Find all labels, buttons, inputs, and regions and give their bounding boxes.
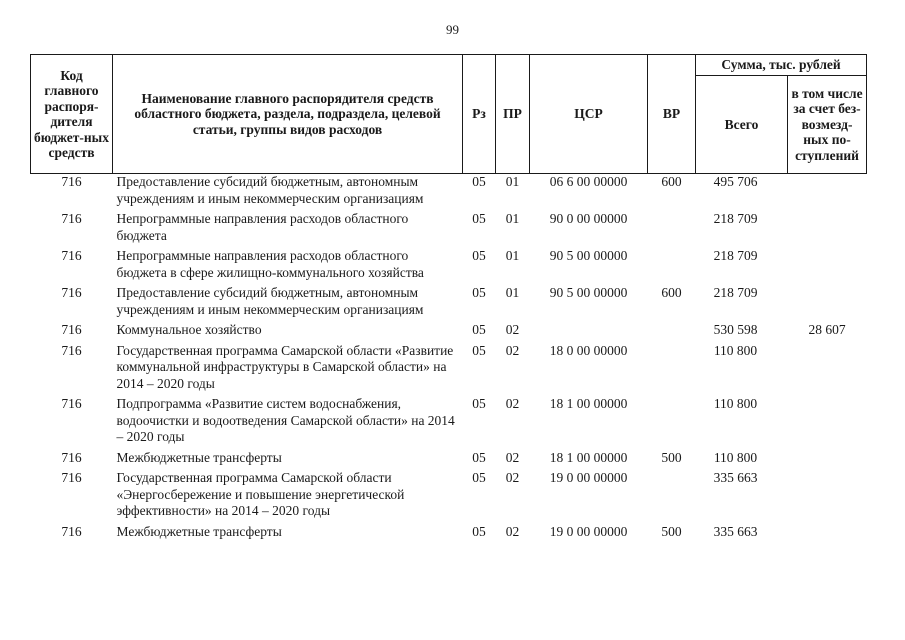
cell-name: Межбюджетные трансферты	[116, 523, 282, 539]
cell-csr: 90 5 00 00000	[549, 285, 628, 300]
cell-vr: 600	[661, 174, 682, 189]
cell-pr: 02	[505, 396, 520, 411]
cell-name: Коммунальное хозяйство	[116, 322, 262, 337]
cell-code: 716	[61, 342, 82, 358]
cell-total: 110 800	[713, 396, 758, 411]
page-number: 99	[446, 22, 459, 37]
cell-code: 716	[61, 523, 82, 539]
cell-total: 110 800	[713, 342, 758, 358]
cell-pr: 02	[505, 470, 520, 485]
cell-pr: 01	[505, 285, 520, 300]
cell-vr: 600	[661, 285, 682, 300]
cell-pr: 02	[505, 523, 520, 539]
header-name: Наименование главного распорядителя средств областного бюджета, раздела, подраздела, целевой статьи, группы видов расходов	[113, 55, 463, 174]
cell-total: 495 706	[713, 174, 758, 189]
budget-table	[30, 54, 867, 540]
header-code: Код главного распоря-дителя бюджет-ных средств	[31, 55, 113, 174]
cell-code: 716	[61, 248, 82, 263]
cell-code: 716	[61, 322, 82, 337]
cell-vr: 500	[661, 449, 682, 465]
cell-free	[788, 392, 867, 446]
cell-code: 716	[61, 470, 82, 485]
cell-rz: 05	[472, 470, 486, 485]
cell-pr: 02	[505, 342, 520, 358]
cell-pr: 02	[505, 449, 520, 465]
cell-free	[788, 207, 867, 244]
cell-pr: 01	[505, 174, 520, 189]
header-csr: ЦСР	[530, 55, 648, 174]
cell-vr	[648, 466, 696, 520]
cell-name: Подпрограмма «Развитие систем водоснабжения, водоочистки и водоотведения Самарской области» на 2014 – 2020 годы	[116, 396, 455, 444]
cell-name: Непрограммные направления расходов областного бюджета в сфере жилищно-коммунального хозяйства	[116, 248, 424, 280]
cell-csr: 19 0 00 00000	[549, 523, 628, 539]
table-row	[31, 392, 867, 446]
cell-vr	[648, 339, 696, 393]
cell-total: 530 598	[713, 322, 758, 337]
header-free: в том числе за счет без-возмезд-ных по-ступлений	[788, 76, 867, 174]
cell-csr: 19 0 00 00000	[549, 470, 628, 485]
cell-code: 716	[61, 285, 82, 300]
header-total: Всего	[696, 76, 788, 174]
cell-name: Государственная программа Самарской области «Энергосбережение и повышение энергетической эффективности» на 2014 – 2020 годы	[116, 470, 405, 518]
cell-code: 716	[61, 211, 82, 226]
cell-vr	[648, 244, 696, 281]
table-header	[31, 55, 867, 174]
cell-csr	[530, 318, 648, 339]
cell-name: Государственная программа Самарской области «Развитие коммунальной инфраструктуры в Самарской области» на 2014 – 2020 годы	[116, 342, 454, 391]
cell-csr: 90 5 00 00000	[549, 248, 628, 263]
table-row	[31, 207, 867, 244]
cell-rz: 05	[472, 285, 486, 300]
cell-free: 28 607	[808, 322, 846, 337]
cell-csr: 18 1 00 00000	[549, 396, 628, 411]
cell-code: 716	[61, 449, 82, 465]
cell-name: Межбюджетные трансферты	[116, 449, 282, 465]
cell-name: Непрограммные направления расходов областного бюджета	[116, 211, 409, 243]
cell-pr: 02	[505, 322, 520, 337]
header-vr: ВР	[648, 55, 696, 174]
cell-total: 335 663	[713, 470, 758, 485]
cell-free	[788, 174, 867, 208]
cell-free	[788, 466, 867, 520]
cell-csr: 18 0 00 00000	[549, 342, 628, 358]
cell-rz: 05	[472, 248, 486, 263]
table-row	[31, 446, 867, 467]
cell-rz: 05	[472, 174, 486, 189]
table-row	[31, 520, 867, 541]
header-pr: ПР	[496, 55, 530, 174]
table-row	[31, 466, 867, 520]
cell-csr: 90 0 00 00000	[549, 211, 628, 226]
cell-total: 218 709	[713, 285, 758, 300]
cell-total: 218 709	[713, 211, 758, 226]
header-sum: Сумма, тыс. рублей	[696, 55, 867, 76]
table-row	[31, 174, 867, 208]
cell-code: 716	[61, 396, 82, 411]
cell-rz: 05	[472, 322, 486, 337]
cell-free	[788, 520, 867, 541]
cell-vr: 500	[661, 523, 682, 539]
table-row	[31, 244, 867, 281]
cell-csr: 06 6 00 00000	[549, 174, 628, 189]
cell-vr	[648, 392, 696, 446]
cell-name: Предоставление субсидий бюджетным, автономным учреждениям и иным некоммерческим организациям	[116, 174, 424, 206]
cell-pr: 01	[505, 248, 520, 263]
cell-rz: 05	[472, 396, 486, 411]
cell-rz: 05	[472, 342, 486, 358]
table-row	[31, 339, 867, 393]
cell-free	[788, 244, 867, 281]
cell-rz: 05	[472, 211, 486, 226]
header-rz: Рз	[463, 55, 496, 174]
cell-code: 716	[61, 174, 82, 189]
cell-total: 218 709	[713, 248, 758, 263]
table-row	[31, 281, 867, 318]
cell-free	[788, 446, 867, 467]
cell-total: 110 800	[713, 449, 758, 465]
cell-pr: 01	[505, 211, 520, 226]
cell-name: Предоставление субсидий бюджетным, автономным учреждениям и иным некоммерческим организациям	[116, 285, 424, 317]
cell-rz: 05	[472, 523, 486, 539]
cell-vr	[648, 207, 696, 244]
cell-free	[788, 281, 867, 318]
cell-total: 335 663	[713, 523, 758, 539]
table-body	[31, 174, 867, 541]
cell-vr	[648, 318, 696, 339]
cell-csr: 18 1 00 00000	[549, 449, 628, 465]
table-row	[31, 318, 867, 339]
cell-rz: 05	[472, 449, 486, 465]
cell-free	[788, 339, 867, 393]
